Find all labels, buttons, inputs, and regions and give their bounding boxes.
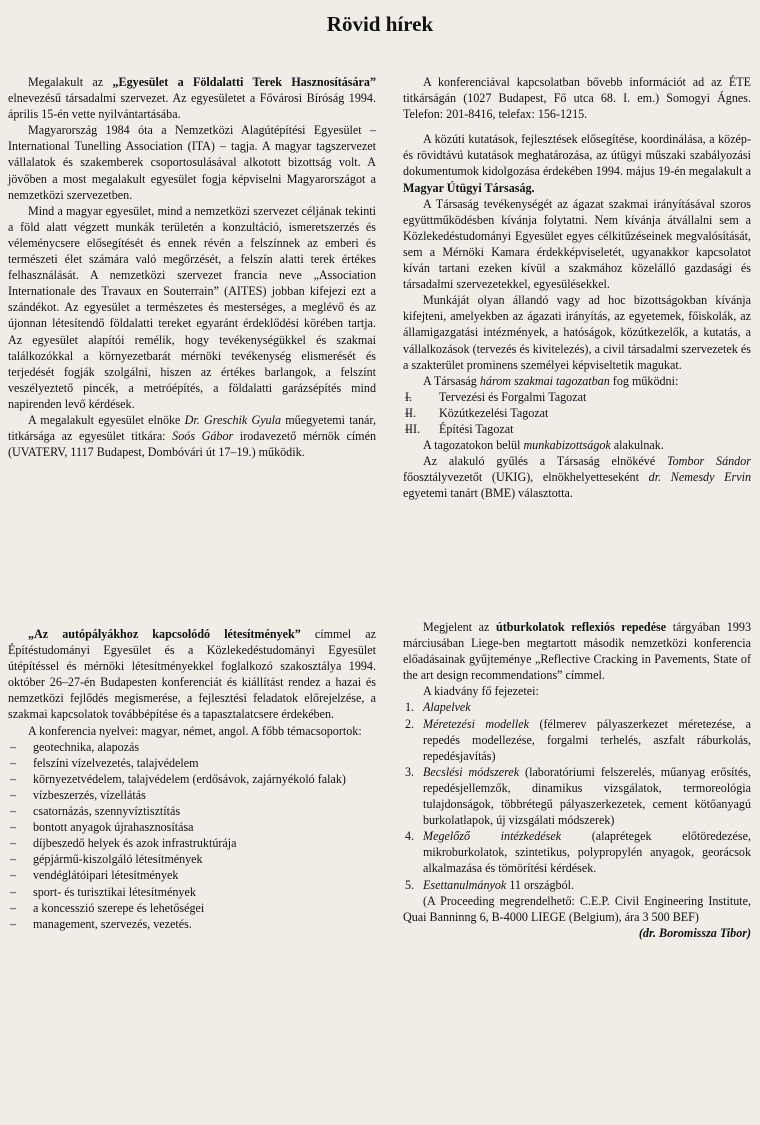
list-item: – felszíni vízelvezetés, talajvédelem (8, 755, 376, 771)
list-item (403, 405, 751, 421)
list-text: (félmerev pályaszerkezet méretezése, a repedés modellezése, forgalmi terhelés, aszfalt ráburkolás, repedésjavítás) (423, 716, 751, 763)
list-number: 1. (405, 700, 415, 715)
author-signature: (dr. Boromissza Tibor) (638, 925, 751, 940)
chapter-title: Méretezési modellek (423, 716, 530, 731)
text: egyetemi tanárt (BME) választotta. (403, 486, 573, 501)
text: A közúti kutatások, fejlesztések elősegítése, koordinálása, a közép- és rövidtávú kutatások meghatározása, az útügyi műszaki szabályozási dokumentumok kidolgozása érdekében 1994. május 19-én megalakult a (403, 132, 751, 179)
list-item: – vízbeszerzés, vízellátás (8, 787, 376, 803)
paragraph: A konferencia nyelvei: magyar, német, angol. A főbb témacsoportok: (28, 723, 362, 738)
chapter-title: Alapelvek (423, 700, 471, 715)
list-item (403, 828, 751, 876)
paragraph (403, 619, 751, 683)
chapter-title: Megelőző intézkedések (423, 829, 562, 844)
paragraph: Munkáját olyan állandó vagy ad hoc bizottságokban kívánja kifejteni, amelyekben az ágazati irányítás, az egyetemek, főiskolák, az államigazgatási intézmények, a hatóságok, közútkezelők, a kutatás, a vállalkozások (tervezés és kivitelezés), a civil társadalmi szervezetek és a szakterület prominens személyei képviseltetik magukat. (403, 293, 751, 372)
paragraph (8, 74, 376, 122)
list-text: Építési Tagozat (439, 421, 514, 436)
paragraph: A konferenciával kapcsolatban bővebb információt ad az ÉTE titkárságán (1027 Budapest, Fő utca 68. I. em.) Somogyi Ágnes. Telefon: 201-8416, telefax: 156-1215. (403, 75, 751, 122)
text: alakulnak. (610, 438, 664, 453)
text: Az alakuló gyűlés a Társaság elnökévé (423, 454, 668, 469)
article-road-society (403, 74, 751, 501)
list-text: (alaprétegek előtöredezése, mikroburkolatok, szintetikus, polypropylén anyagok, georácsok alkalmazása és tömörítési kérdések. (423, 829, 751, 876)
paragraph (403, 453, 751, 501)
paragraph: A Társaság tevékenységét az ágazat szakmai irányításával szoros együttműködésben kívánja folytatni. Nem kívánja átvállalni sem a Közlekedéstudományi Egyesület egyes célkitűzéseinek megvalósítását, sem a Mérnöki Kamara érdekképviseletét, ugyanakkor kapcsolatot kíván tartani ezeken kívül a szakmához közelálló gazdasági és társadalmi szervezetekkel, egyesülésekkel. (403, 196, 751, 292)
paragraph: (A Proceeding megrendelhető: C.E.P. Civil Engineering Institute, Quai Banninng 6, B-4000 LIEGE (Belgium), ára 3 500 BEF) (403, 893, 751, 924)
list-item (403, 421, 751, 437)
article-underground-spaces (8, 74, 376, 460)
text: tárgyában 1993 márciusában Liege-ben megtartott második nemzetközi konferencia előadásainak gyűjteménye „Reflective Cracking in Pavements, State of the art design recommendations” címmel. (403, 620, 751, 683)
text: A tagozatokon belül (423, 438, 524, 453)
article-reflective-cracking (403, 619, 751, 941)
paragraph (403, 131, 751, 195)
text: A Társaság (423, 373, 480, 388)
list-item: – sport- és turisztikai létesítmények (8, 884, 376, 900)
list-number: – III. (405, 421, 421, 436)
chapter-list (403, 699, 751, 892)
text: A megalakult egyesület elnöke (28, 412, 185, 427)
list-item (403, 699, 751, 715)
topic-title: útburkolatok reflexiós repedése (496, 620, 667, 634)
list-text: Közútkezelési Tagozat (439, 405, 549, 420)
list-text: (laboratóriumi felszerelés, műanyag erősítés, repedésjellemzők, dinamikus vizsgálatok, termoreológia tulajdonságok, többrétegű pályaszerkezetek, cement kötőanyagú burkolatlapok, új vizsgálati módszerek) (423, 764, 751, 828)
topic-list (8, 739, 376, 932)
conference-title: „Az autópályákhoz kapcsolódó létesítmények” (28, 627, 301, 641)
text: címmel az Építéstudományi Egyesület és a Közlekedéstudományi Egyesület útépítéssel és mérnöki létesítményekkel foglalkozó szakosztálya 1994. október 26–27-én Budapesten konferenciát és kiállítást rendez a hazai és nemzetközi fejlődés megismerése, a fejlesztési feladatok előrejelzése, a szakmai kapcsolatok továbbépítése és a tapasztalatcsere érdekében. (8, 627, 376, 722)
page-title: Rövid hírek (326, 12, 434, 36)
paragraph (403, 373, 751, 389)
list-item: – vendéglátóipari létesítmények (8, 867, 376, 883)
list-item: – gépjármű-kiszolgáló létesítmények (8, 851, 376, 867)
list-item: – környezetvédelem, talajvédelem (erdősávok, zajárnyékoló falak) (8, 771, 376, 787)
list-item: – geotechnika, alapozás (8, 739, 376, 755)
chapter-title: Becslési módszerek (423, 764, 520, 779)
section-list (403, 389, 751, 437)
text: főosztályvezetőt (UKIG), elnökhelyetteseként (403, 470, 649, 485)
person-name: Tombor Sándor (667, 454, 751, 469)
person-name: Dr. Greschik Gyula (184, 412, 282, 427)
list-item: – a koncesszió szerepe és lehetőségei (8, 900, 376, 916)
article-motorway-facilities (8, 626, 376, 932)
list-item (403, 389, 751, 405)
list-number: 5. (405, 877, 415, 892)
text: műegyetemi tanár, titkársága az egyesület titkára: (8, 412, 376, 444)
list-text: Tervezési és Forgalmi Tagozat (439, 389, 587, 404)
list-number: 4. (405, 829, 415, 844)
list-number: 2. (405, 716, 415, 731)
list-number: – I. (405, 389, 413, 404)
text: fog működni: (609, 373, 679, 388)
list-item (403, 764, 751, 828)
text: Megalakult az (28, 75, 113, 89)
emphasis: három szakmai tagozatban (479, 373, 610, 388)
list-text: 11 országból. (506, 877, 575, 892)
person-name: dr. Nemesdy Ervin (648, 470, 751, 485)
paragraph (8, 626, 376, 723)
text: Megjelent az (423, 620, 497, 634)
paragraph: A kiadvány fő fejezetei: (423, 684, 539, 699)
text: irodavezető mérnök címén (UVATERV, 1117 Budapest, Dombóvári út 17–19.) működik. (8, 429, 377, 460)
list-item: – csatornázás, szennyvíztisztítás (8, 803, 376, 819)
paragraph: Magyarország 1984 óta a Nemzetközi Alagútépítési Egyesület – International Tunelling Association (ITA) – tagja. A magyar tagszervezet vállalatok és szakemberek csoportosulásával alkotott bizottság volt. A jövőben a most megalakult egyesület fogja képviselni Magyarországot a nemzetközi szervezetben. (8, 123, 376, 202)
paragraph: Mind a magyar egyesület, mind a nemzetközi szervezet céljának tekinti a föld alatt végzett munkák területén a konzultáció, ismeretszerzés és véleménycsere elősegítését és ennek révén a felszínnek az emberi és természeti élet számára való megőrzését, a felszín alatti terek értékes felhasználását. A nemzetközi szervezet francia neve „Association Internationale des Travaux en Souterrain” (AITES) jobban kifejezi ezt a szándékot. Az egyesület a természetes és mesterséges, a meglévő és az újonnan létesítendő földalatti tereket egyaránt érdeklődési körében tartja. Az egyesület alapítói remélik, hogy tevékenységükkel és szakmai találkozókkal a környezetbarát mérnöki tevékenység elismerését és terjedését fogják szolgálni, hiszen az értékes barlangok, a felszínt veszélyeztető pincék, a metróépítés, a földalatti garázsépítés mind napirenden levő kérdések. (8, 203, 376, 411)
list-item (403, 716, 751, 764)
list-item (403, 877, 751, 893)
chapter-title: Esettanulmányok (423, 877, 507, 892)
list-number: – II. (405, 405, 417, 420)
list-number: 3. (405, 764, 415, 779)
person-name: Soós Gábor (172, 429, 234, 444)
text: elnevezésű társadalmi szervezet. Az egyesületet a Fővárosi Bíróság 1994. április 15-én vette nyilvántartásába. (8, 91, 376, 122)
association-name: „Egyesület a Földalatti Terek Hasznosítására” (112, 75, 376, 89)
list-item: – management, szervezés, vezetés. (8, 916, 376, 932)
paragraph (8, 412, 376, 460)
paragraph (403, 437, 751, 453)
list-item: – díjbeszedő helyek és azok infrastruktúrája (8, 835, 376, 851)
list-item: – bontott anyagok újrahasznosítása (8, 819, 376, 835)
emphasis: munkabizottságok (523, 438, 611, 453)
society-name: Magyar Útügyi Társaság. (403, 180, 535, 195)
